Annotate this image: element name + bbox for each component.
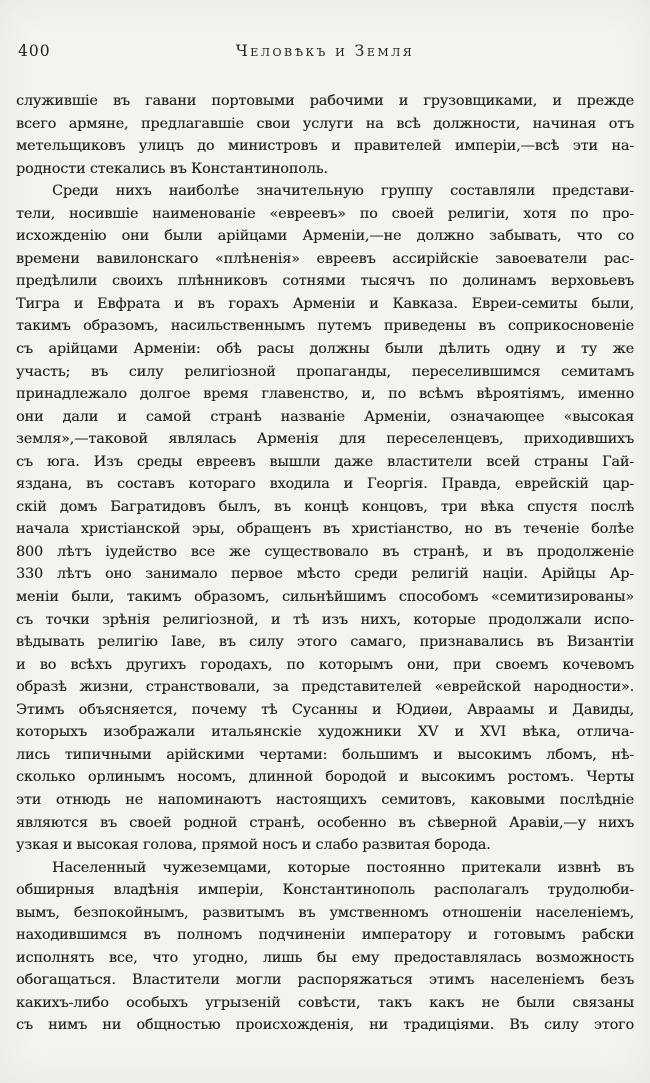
text-line: эти отнюдь не напоминаютъ настоящихъ семитовъ, каковыми послѣдніе	[16, 791, 634, 808]
text-line: какихъ-либо особыхъ угрызеній совѣсти, такъ какъ не были связаны	[16, 994, 634, 1011]
paragraph	[16, 180, 634, 856]
text-line: съ юга. Изъ среды евреевъ вышли даже властители всей страны Гай-	[16, 453, 634, 470]
text-line: всего армяне, предлагавшіе свои услуги на всѣ должности, начиная отъ	[16, 115, 634, 132]
text-line: принадлежало долгое время главенство, и, по всѣмъ вѣроятіямъ, именно	[16, 386, 634, 403]
page-number: 400	[18, 42, 51, 60]
text-line: яздана, въ составъ котораго входила и Георгія. Правда, еврейскій цар-	[16, 476, 634, 493]
text-line: скій домъ Багратидовъ былъ, въ концѣ концовъ, три вѣка спустя послѣ	[16, 498, 634, 515]
text-line: сколько орлинымъ носомъ, длинной бородой и высокимъ ростомъ. Черты	[16, 769, 634, 786]
running-head-title: Человѣкъ и Земля	[235, 42, 415, 60]
paragraph	[16, 857, 634, 1037]
text-line: они дали и самой странѣ названіе Арменіи, означающее «высокая	[16, 408, 634, 425]
text-line: участь; въ силу религіозной пропаганды, переселившимся семитамъ	[16, 363, 634, 380]
text-line: образѣ жизни, странствовали, за представителей «еврейской народности».	[16, 679, 634, 696]
text-line: обогащаться. Властители могли распоряжаться этимъ населеніемъ безъ	[16, 972, 634, 989]
text-line: Населенный чужеземцами, которые постоянно притекали извнѣ въ	[52, 859, 634, 876]
text-line: времени вавилонскаго «плѣненія» евреевъ ассирійскіе завоеватели рас-	[16, 250, 634, 267]
text-line: съ нимъ ни общностью происхожденія, ни традиціями. Въ силу этого	[16, 1017, 634, 1034]
text-line: исхожденію они были арійцами Арменіи,—не должно забывать, что со	[16, 228, 634, 245]
text-line: и во всѣхъ другихъ городахъ, по которымъ они, при своемъ кочевомъ	[16, 656, 634, 673]
text-line: съ точки зрѣнія религіозной, и тѣ изъ нихъ, которые продолжали испо-	[16, 611, 634, 628]
text-line: Среди нихъ наиболѣе значительную группу составляли представи-	[52, 183, 634, 200]
text-line: тели, носившіе наименованіе «евреевъ» по своей религіи, хотя по про-	[16, 205, 634, 222]
text-line: метельщиковъ улицъ до министровъ и правителей имперіи,—всѣ эти на-	[16, 138, 634, 155]
text-line: являются въ своей родной странѣ, особенно въ сѣверной Аравіи,—у нихъ	[16, 814, 634, 831]
text-line: узкая и высокая голова, прямой носъ и слабо развитая борода.	[16, 837, 491, 854]
text-line: Этимъ объясняется, почему тѣ Сусанны и Юдиѳи, Авраамы и Давиды,	[16, 701, 634, 718]
text-line: такимъ образомъ, насильственнымъ путемъ приведены въ соприкосновеніе	[16, 318, 634, 335]
text-line: которыхъ изображали итальянскіе художники XV и XVI вѣка, отлича-	[16, 724, 634, 741]
text-line: родности стекались въ Константинополь.	[16, 160, 328, 177]
text-line: 800 лѣтъ іудейство все же существовало въ странѣ, и въ продолженіе	[16, 543, 634, 560]
text-line: начала христіанской эры, обращенъ въ христіанство, но въ теченіе болѣе	[16, 521, 634, 538]
text-line: лись типичными арійскими чертами: большимъ и высокимъ лбомъ, нѣ-	[16, 746, 634, 763]
text-line: вымъ, безпокойнымъ, развитымъ въ умственномъ отношеніи населеніемъ,	[16, 904, 634, 921]
text-block	[16, 90, 634, 1037]
text-line: обширныя владѣнія имперіи, Константинополь располагалъ трудолюби-	[16, 882, 634, 899]
text-line: Тигра и Евфрата и въ горахъ Арменіи и Кавказа. Евреи-семиты были,	[16, 295, 634, 312]
text-line: меніи были, такимъ образомъ, сильнѣйшимъ способомъ «семитизированы»	[16, 589, 634, 606]
paragraph	[16, 90, 634, 180]
text-line: служившіе въ гавани портовыми рабочими и грузовщиками, и прежде	[16, 93, 634, 109]
text-line: 330 лѣтъ оно занимало первое мѣсто среди религій націи. Арійцы Ар-	[16, 566, 634, 583]
text-line: вѣдывать религію Іаве, въ силу этого самаго, признавались въ Византіи	[16, 634, 634, 651]
text-line: находившимся въ полномъ подчиненіи императору и готовымъ рабски	[16, 927, 634, 944]
running-head	[18, 42, 632, 64]
text-line: земля»,—таковой являлась Арменія для переселенцевъ, приходившихъ	[16, 431, 634, 448]
text-line: съ арійцами Арменіи: обѣ расы должны были дѣлить одну и ту же	[16, 341, 634, 358]
text-line: предѣлили своихъ плѣнниковъ сотнями тысячъ по долинамъ верховьевъ	[16, 273, 634, 290]
text-line: исполнять все, что угодно, лишь бы ему предоставлялась возможность	[16, 949, 634, 966]
